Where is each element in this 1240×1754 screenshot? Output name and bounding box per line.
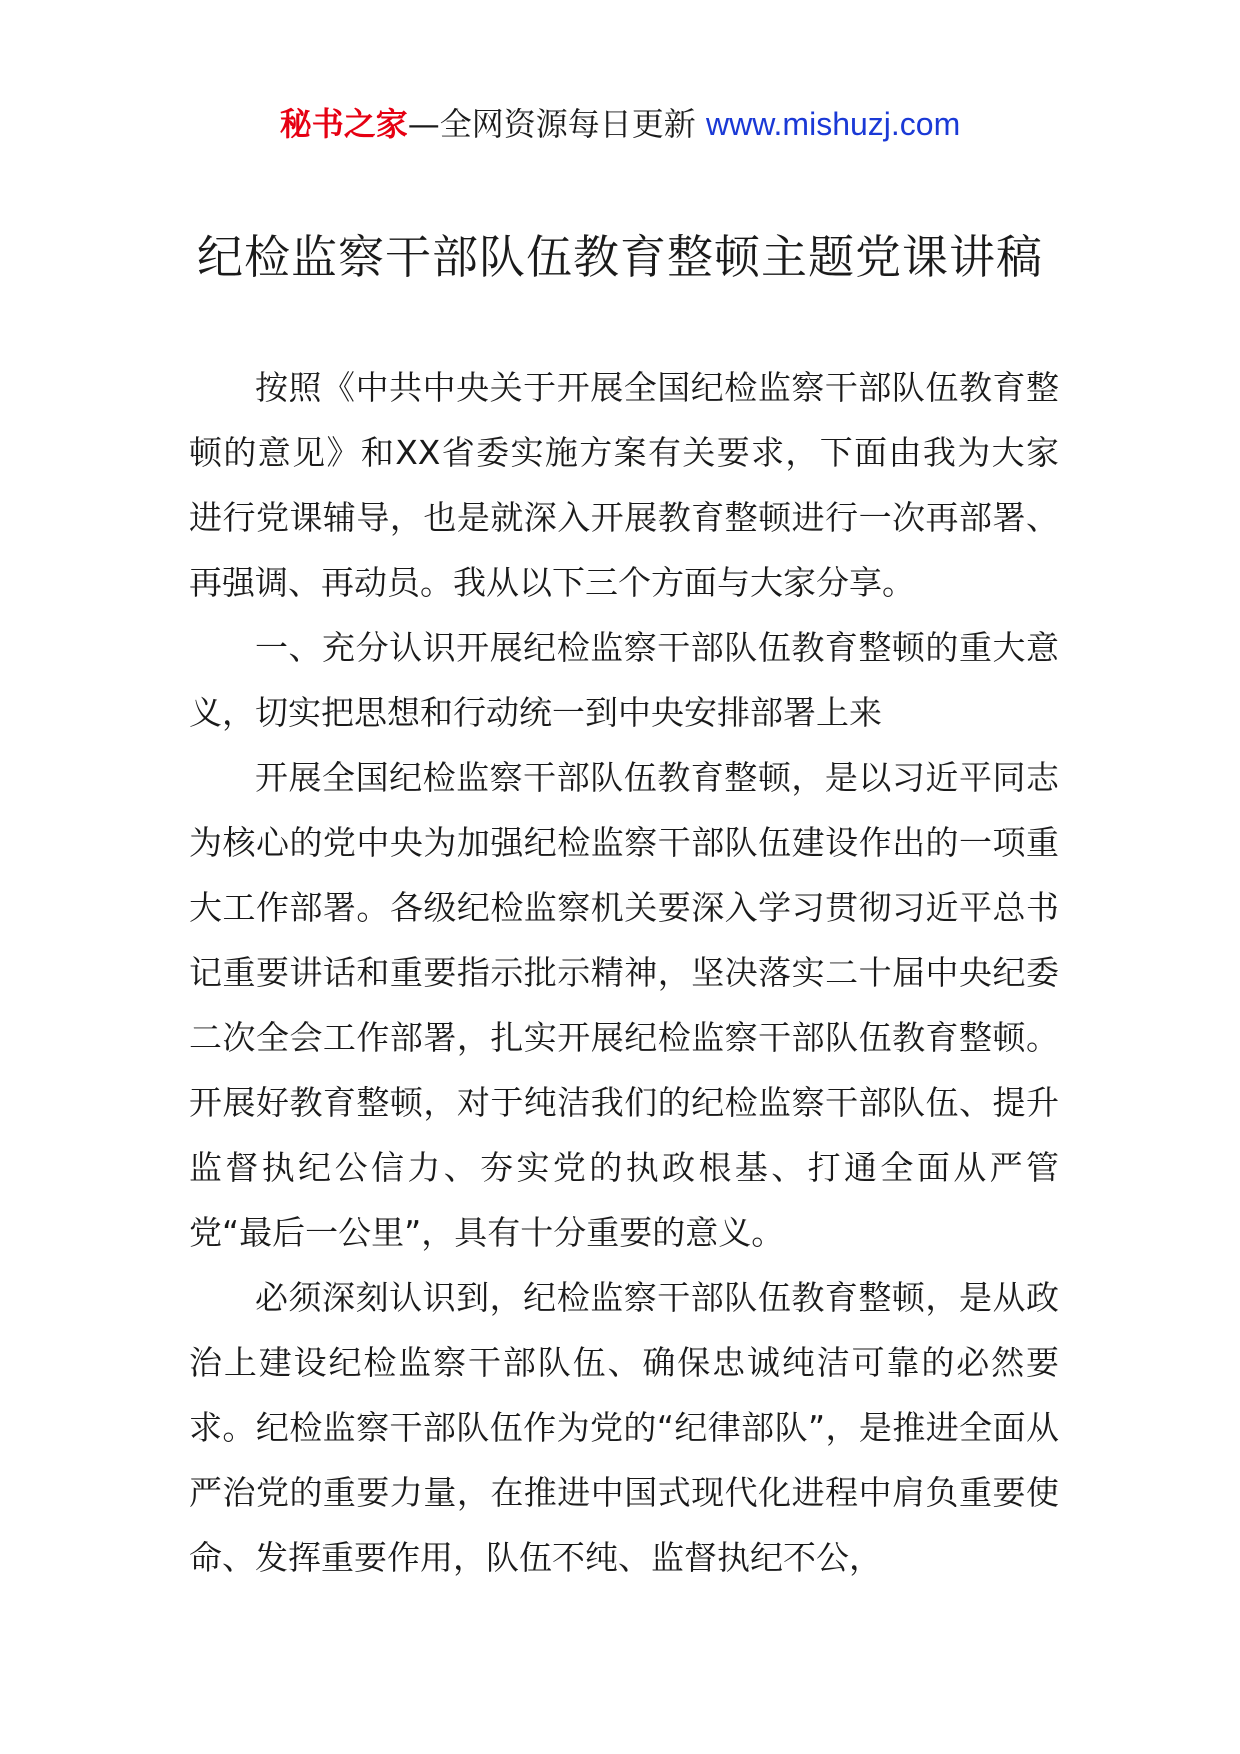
paragraph-body-1: 开展全国纪检监察干部队伍教育整顿，是以习近平同志为核心的党中央为加强纪检监察干部队伍建设作出的一项重大工作部署。各级纪检监察机关要深入学习贯彻习近平总书记重要讲话和重要指示批示精神，坚决落实二十届中央纪委二次全会工作部署，扎实开展纪检监察干部队伍教育整顿。开展好教育整顿，对于纯洁我们的纪检监察干部队伍、提升监督执纪公信力、夯实党的执政根基、打通全面从严管党“最后一公里”，具有十分重要的意义。 <box>189 758 1059 1252</box>
paragraph-intro: 按照《中共中央关于开展全国纪检监察干部队伍教育整顿的意见》和XX省委实施方案有关要求，下面由我为大家进行党课辅导，也是就深入开展教育整顿进行一次再部署、再强调、再动员。我从以下三个方面与大家分享。 <box>189 368 1059 602</box>
document-body <box>189 355 1059 1590</box>
brand-name: 秘书之家 <box>279 105 408 143</box>
paragraph-body-2: 必须深刻认识到，纪检监察干部队伍教育整顿，是从政治上建设纪检监察干部队伍、确保忠诚纯洁可靠的必然要求。纪检监察干部队伍作为党的“纪律部队”，是推进全面从严治党的重要力量，在推进中国式现代化进程中肩负重要使命、发挥重要作用，队伍不纯、监督执纪不公， <box>189 1278 1059 1577</box>
site-slogan: —全网资源每日更新 <box>407 105 696 143</box>
document-title: 纪检监察干部队伍教育整顿主题党课讲稿 <box>197 230 1043 284</box>
site-header <box>0 100 1240 148</box>
section-heading-1: 一、充分认识开展纪检监察干部队伍教育整顿的重大意义，切实把思想和行动统一到中央安排部署上来 <box>189 628 1059 732</box>
site-url-link[interactable]: www.mishuzj.com <box>705 106 961 142</box>
